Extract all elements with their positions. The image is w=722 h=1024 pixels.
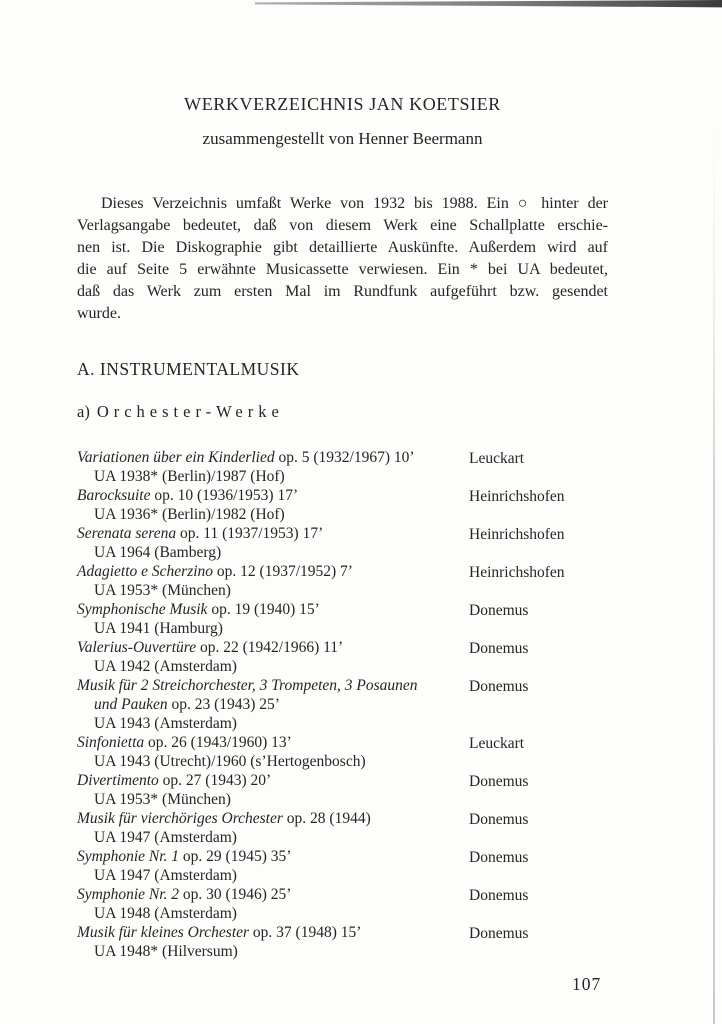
work-entry: [77, 524, 666, 562]
work-premiere: UA 1941 (Hamburg): [94, 620, 223, 637]
work-publisher: Donemus: [469, 887, 529, 904]
work-entry-text: [77, 448, 469, 486]
work-title: Sinfonietta op. 26 (1943/1960) 13’: [77, 734, 292, 751]
work-entry: [77, 600, 666, 638]
work-entry: [77, 562, 666, 600]
work-entry: [77, 923, 666, 961]
work-entry-text: [77, 923, 469, 961]
work-premiere: UA 1938* (Berlin)/1987 (Hof): [94, 468, 285, 485]
work-title-italic: Symphonische Musik: [77, 601, 208, 618]
works-list: [77, 448, 666, 961]
work-title-italic: Symphonie Nr. 1: [77, 848, 180, 865]
work-publisher: Leuckart: [469, 735, 525, 752]
work-publisher: Heinrichshofen: [469, 488, 565, 505]
work-publisher: Leuckart: [469, 450, 525, 467]
work-premiere: UA 1964 (Bamberg): [94, 544, 222, 561]
work-entry-text: [77, 524, 469, 562]
work-entry-text: [77, 771, 469, 809]
work-title: Serenata serena op. 11 (1937/1953) 17’: [77, 525, 324, 542]
subsection-label: a): [77, 402, 90, 421]
work-title-italic: Symphonie Nr. 2: [77, 886, 180, 903]
work-entry-text: [77, 676, 469, 733]
work-entry-text: [77, 600, 469, 638]
work-publisher: Donemus: [469, 602, 529, 619]
work-title-italic: Sinfonietta: [77, 734, 145, 751]
work-title: Symphonische Musik op. 19 (1940) 15’: [77, 601, 320, 618]
work-entry: [77, 885, 666, 923]
work-premiere: UA 1948* (Hilversum): [94, 943, 238, 960]
work-premiere: UA 1947 (Amsterdam): [94, 829, 237, 846]
work-title-italic: Variationen über ein Kinderlied: [77, 449, 275, 466]
intro-line: wurde.: [77, 305, 121, 322]
work-publisher: Donemus: [469, 678, 529, 695]
work-title-italic: Musik für 2 Streichorchester, 3 Trompeten, 3 Posaunen: [77, 677, 418, 694]
work-premiere: UA 1953* (München): [94, 582, 231, 599]
work-title-italic: Barocksuite: [77, 487, 151, 504]
work-title: Variationen über ein Kinderlied op. 5 (1932/1967) 10’: [77, 449, 415, 466]
work-entry-text: [77, 733, 469, 771]
work-entry: [77, 847, 666, 885]
work-publisher: Donemus: [469, 640, 529, 657]
intro-line: daß das Werk zum ersten Mal im Rundfunk aufgeführt bzw. gesendet: [77, 283, 608, 300]
work-entry-text: [77, 562, 469, 600]
work-entry: [77, 448, 666, 486]
work-publisher: Donemus: [469, 773, 529, 790]
work-title-italic: Divertimento: [77, 772, 159, 789]
section-heading-instrumentalmusik: A. INSTRUMENTALMUSIK: [77, 359, 300, 379]
work-title: Valerius-Ouvertüre op. 22 (1942/1966) 11’: [77, 639, 344, 656]
work-premiere: UA 1942 (Amsterdam): [94, 658, 237, 675]
work-premiere: UA 1948 (Amsterdam): [94, 905, 237, 922]
work-title: Symphonie Nr. 1 op. 29 (1945) 35’: [77, 848, 292, 865]
work-title: Divertimento op. 27 (1943) 20’: [77, 772, 272, 789]
work-title-continuation: und Pauken op. 23 (1943) 25’: [94, 696, 280, 713]
page-title: WERKVERZEICHNIS JAN KOETSIER: [184, 94, 501, 114]
work-entry-text: [77, 638, 469, 676]
work-title: Musik für kleines Orchester op. 37 (1948) 15’: [77, 924, 362, 941]
intro-line: nen ist. Die Diskographie gibt detaillierte Auskünfte. Außerdem wird auf: [77, 239, 608, 256]
page-subtitle: zusammengestellt von Henner Beermann: [202, 129, 483, 148]
work-entry: [77, 771, 666, 809]
work-publisher: Heinrichshofen: [469, 564, 565, 581]
work-entry-text: [77, 486, 469, 524]
work-premiere: UA 1953* (München): [94, 791, 231, 808]
work-premiere: UA 1947 (Amsterdam): [94, 867, 237, 884]
intro-line: die auf Seite 5 erwähnte Musicassette verwiesen. Ein * bei UA bedeutet,: [77, 261, 608, 278]
subsection-text: Orchester-Werke: [96, 402, 284, 421]
work-title: Symphonie Nr. 2 op. 30 (1946) 25’: [77, 886, 292, 903]
work-title-italic: und Pauken: [94, 696, 168, 713]
work-entry-text: [77, 847, 469, 885]
work-publisher: Donemus: [469, 849, 529, 866]
work-premiere: UA 1943 (Amsterdam): [94, 715, 237, 732]
work-title-italic: Musik für kleines Orchester: [77, 924, 250, 941]
work-entry: [77, 676, 666, 733]
intro-line: Dieses Verzeichnis umfaßt Werke von 1932 bis 1988. Ein ○ hinter der: [101, 195, 608, 212]
scan-artifact-right-edge: [713, 130, 715, 1024]
subsection-heading-orchester-werke: [77, 401, 608, 422]
work-entry: [77, 486, 666, 524]
work-publisher: Donemus: [469, 811, 529, 828]
work-publisher: Donemus: [469, 925, 529, 942]
work-entry-text: [77, 885, 469, 923]
intro-paragraph: [77, 193, 608, 325]
work-entry: [77, 638, 666, 676]
work-entry-text: [77, 809, 469, 847]
work-title-italic: Serenata serena: [77, 525, 177, 542]
work-entry: [77, 733, 666, 771]
work-publisher: Heinrichshofen: [469, 526, 565, 543]
work-title: Musik für vierchöriges Orchester op. 28 (1944): [77, 810, 371, 827]
work-title: Barocksuite op. 10 (1936/1953) 17’: [77, 487, 299, 504]
work-title-italic: Adagietto e Scherzino: [77, 563, 214, 580]
work-entry: [77, 809, 666, 847]
work-premiere: UA 1936* (Berlin)/1982 (Hof): [94, 506, 285, 523]
work-title: Adagietto e Scherzino op. 12 (1937/1952) 7’: [77, 563, 353, 580]
work-title: [77, 676, 469, 695]
page-number: 107: [572, 974, 602, 994]
work-premiere: UA 1943 (Utrecht)/1960 (s’Hertogenbosch): [94, 753, 366, 770]
work-title-italic: Valerius-Ouvertüre: [77, 639, 197, 656]
intro-line: Verlagsangabe bedeutet, daß von diesem Werk eine Schallplatte erschie-: [77, 217, 608, 234]
work-title-italic: Musik für vierchöriges Orchester: [77, 810, 283, 827]
